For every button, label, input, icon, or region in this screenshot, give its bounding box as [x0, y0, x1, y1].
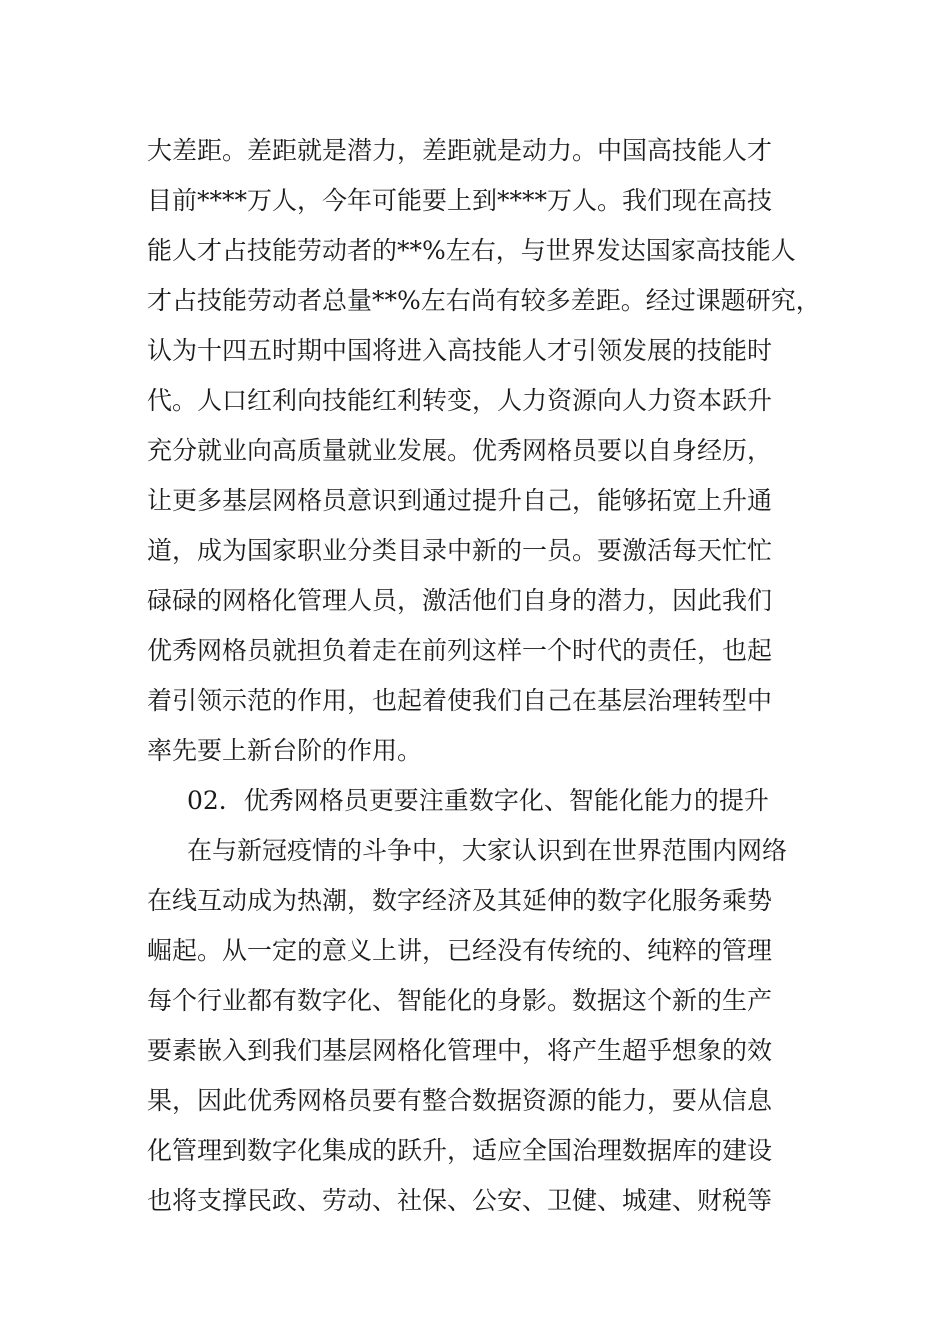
text-line-7: 充分就业向高质量就业发展。优秀网格员要以自身经历，: [147, 436, 773, 465]
text-line-6: 代。人口红利向技能红利转变，人力资源向人力资本跃升: [147, 386, 773, 415]
text-line-16: 在线互动成为热潮，数字经济及其延伸的数字化服务乘势: [147, 886, 773, 915]
text-line-13: 率先要上新台阶的作用。: [147, 736, 423, 765]
text-line-21: 化管理到数字化集成的跃升，适应全国治理数据库的建设: [147, 1136, 773, 1165]
text-line-17: 崛起。从一定的意义上讲，已经没有传统的、纯粹的管理: [147, 936, 773, 965]
text-line-11: 优秀网格员就担负着走在前列这样一个时代的责任，也起: [147, 636, 773, 665]
text-line-18: 每个行业都有数字化、智能化的身影。数据这个新的生产: [147, 986, 773, 1015]
section-heading: 02．优秀网格员更要注重数字化、智能化能力的提升: [187, 786, 769, 815]
text-line-10: 碌碌的网格化管理人员，激活他们自身的潜力，因此我们: [147, 586, 773, 615]
text-line-19: 要素嵌入到我们基层网格化管理中，将产生超乎想象的效: [147, 1036, 773, 1065]
text-line-8: 让更多基层网格员意识到通过提升自己，能够拓宽上升通: [147, 486, 773, 515]
text-line-4: 才占技能劳动者总量**%左右尚有较多差距。经过课题研究，: [147, 286, 821, 315]
text-line-22: 也将支撑民政、劳动、社保、公安、卫健、城建、财税等: [147, 1186, 773, 1215]
text-line-15: 在与新冠疫情的斗争中，大家认识到在世界范围内网络: [187, 836, 788, 865]
body-text: [147, 126, 847, 1226]
text-line-2: 目前****万人，今年可能要上到****万人。我们现在高技: [147, 186, 773, 215]
text-line-20: 果，因此优秀网格员要有整合数据资源的能力，要从信息: [147, 1086, 773, 1115]
text-line-5: 认为十四五时期中国将进入高技能人才引领发展的技能时: [147, 336, 773, 365]
text-line-3: 能人才占技能劳动者的**%左右，与世界发达国家高技能人: [147, 236, 796, 265]
text-line-12: 着引领示范的作用，也起着使我们自己在基层治理转型中: [147, 686, 773, 715]
text-line-1: 大差距。差距就是潜力，差距就是动力。中国高技能人才: [147, 136, 773, 165]
text-line-9: 道，成为国家职业分类目录中新的一员。要激活每天忙忙: [147, 536, 773, 565]
